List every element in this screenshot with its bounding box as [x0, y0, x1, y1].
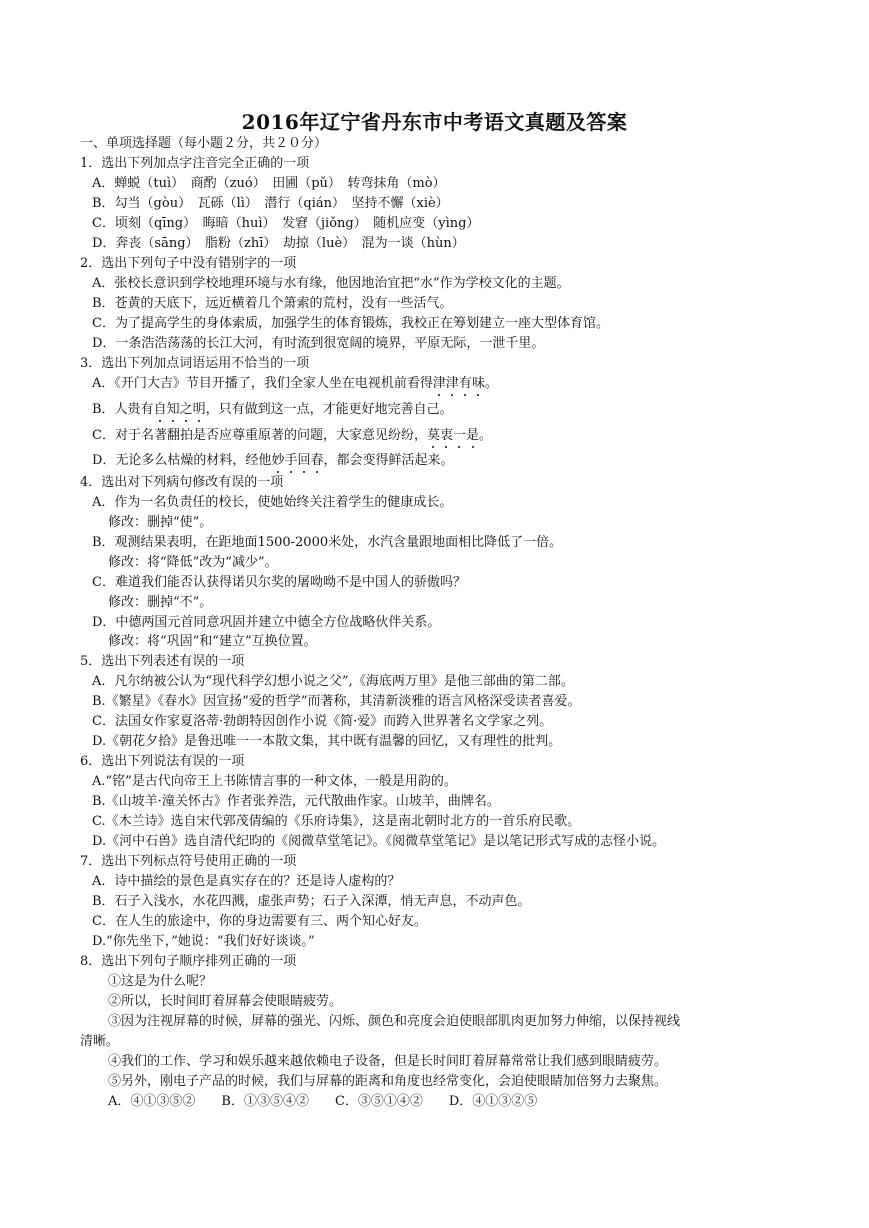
question-6-option-b: B.《山坡羊·潼关怀古》作者张养浩，元代散曲作家。山坡羊，曲牌名。	[92, 794, 500, 809]
option-text: D．无论多么枯燥的材料，经他	[92, 453, 272, 468]
question-7-option-b: B．石子入浅水，水花四溅，虚张声势；石子入深潭，悄无声息，不动声色。	[92, 894, 531, 909]
document-title: 2016年辽宁省丹东市中考语文真题及答案	[241, 110, 628, 134]
question-2-option-a: A．张校长意识到学校地理环境与水有缘，他因地治宜把“水”作为学校文化的主题。	[92, 276, 570, 291]
option-text: 。	[479, 428, 493, 443]
question-3-option-d	[92, 453, 454, 469]
question-8-options: A．④①③⑤② B．①③⑤④② C．③⑤①④② D．④①③②⑤	[108, 1094, 538, 1109]
dotted-phrase	[427, 428, 479, 443]
dotted-character: 味	[471, 376, 485, 391]
question-5-option-d: D.《朝花夕拾》是鲁迅唯一一本散文集，其中既有温馨的回忆，又有理性的批判。	[92, 734, 562, 749]
option-text: C．对于名著翻拍是否应尊重原著的问题，大家意见纷纷，	[92, 428, 427, 443]
dotted-character: 知	[166, 402, 180, 417]
question-7-option-a: A．诗中描绘的景色是真实存在的？还是诗人虚构的？	[92, 874, 401, 889]
dotted-character: 之	[179, 402, 193, 417]
dotted-character: 衷	[439, 428, 453, 443]
sentence-3-continued: 清晰。	[80, 1034, 120, 1049]
question-1-stem: 1．选出下列加点字注音完全正确的一项	[80, 156, 310, 171]
question-6-option-a: A.“铭”是古代向帝王上书陈情言事的一种文体，一般是用韵的。	[92, 774, 457, 789]
dotted-character: 津	[445, 376, 459, 391]
question-4-option-d: D．中德两国元首同意巩固并建立中德全方位战略伙伴关系。	[92, 615, 441, 630]
dotted-phrase	[154, 402, 206, 417]
option-text: ，都会变得鲜活起来。	[323, 453, 454, 468]
question-6-option-d: D.《河中石兽》选自清代纪昀的《阅微草堂笔记》。《阅微草堂笔记》是以笔记形式写成的志怪小说。	[92, 834, 666, 849]
question-4-fix-b: 修改：将“降低”改为“减少”。	[108, 555, 278, 570]
option-text: A．《开门大吉》节目开播了，我们全家人坐在电视机前看得	[92, 376, 433, 391]
sentence-5: ⑤另外，刚电子产品的时候，我们与屏幕的距离和角度也经常变化，会迫使眼睛加倍努力去聚焦。	[108, 1074, 668, 1089]
dotted-character: 是	[466, 428, 480, 443]
question-5-option-b: B.《繁星》《春水》因宣扬“爱的哲学”而著称，其清新淡雅的语言风格深受读者喜爱。	[92, 694, 581, 709]
dotted-character: 有	[458, 376, 472, 391]
question-5-stem: 5．选出下列表述有误的一项	[80, 654, 245, 669]
dotted-character: 回	[297, 453, 311, 468]
question-2-option-c: C．为了提高学生的身体索质，加强学生的体育锻炼，我校正在筹划建立一座大型体育馆。	[92, 316, 609, 331]
dotted-character: 手	[284, 453, 298, 468]
sentence-2: ②所以，长时间盯着屏幕会使眼睛疲劳。	[108, 994, 343, 1009]
question-4-option-a: A．作为一名负责任的校长，使她始终关注着学生的健康成长。	[92, 495, 453, 510]
question-4-fix-c: 修改：删掉“不”。	[108, 595, 213, 610]
option-text: 。	[484, 376, 498, 391]
question-4-stem: 4．选出对下列病句修改有误的一项	[80, 475, 284, 490]
option-text: ，只有做到这一点，才能更好地完善自己。	[205, 402, 453, 417]
question-6-stem: 6．选出下列说法有误的一项	[80, 754, 245, 769]
question-3-option-b	[92, 402, 453, 418]
question-4-option-b: B．观测结果表明，在距地面1500-2000米处，水汽含量跟地面相比降低了一倍。	[92, 535, 563, 550]
question-1-option-a: A．蝉蜕（tuì） 商酌（zuó） 田圃（pǔ） 转弯抹角（mò）	[92, 176, 446, 191]
dotted-character: 一	[452, 428, 466, 443]
dotted-character: 明	[192, 402, 206, 417]
sentence-4: ④我们的工作、学习和娱乐越来越依赖电子设备，但是长时间盯着屏幕常常让我们感到眼睛疲劳。	[108, 1054, 668, 1069]
question-7-option-d: D.“你先坐下，”她说：“我们好好谈谈。”	[92, 934, 315, 949]
question-7-option-c: C．在人生的旅途中，你的身边需要有三、两个知心好友。	[92, 914, 427, 929]
question-1-option-d: D．奔丧（sāng） 脂粉（zhī） 劫掠（luè） 混为一谈（hùn）	[92, 236, 465, 251]
question-2-option-b: B．苍黄的天底下，远近横着几个箫索的荒村，没有一些活气。	[92, 296, 453, 311]
question-5-option-a: A．凡尔纳被公认为“现代科学幻想小说之父”,《海底两万里》是他三部曲的第二部。	[92, 674, 574, 689]
dotted-character: 莫	[426, 428, 440, 443]
question-4-fix-a: 修改：删掉“使”。	[108, 515, 213, 530]
question-5-option-c: C．法国女作家夏洛蒂·勃朗特因创作小说《简·爱》而跨入世界著名文学家之列。	[92, 714, 553, 729]
question-7-stem: 7．选出下列标点符号使用正确的一项	[80, 854, 297, 869]
question-8-stem: 8．选出下列句子顺序排列正确的一项	[80, 954, 297, 969]
question-1-option-c: C．顷刻（qīng） 晦暗（huì） 发窘（jiǒng） 随机应变（yìng）	[92, 216, 480, 231]
section-heading: 一、单项选择题（每小题２分，共２０分）	[80, 136, 328, 151]
dotted-phrase	[271, 453, 323, 468]
question-4-fix-d: 修改：将“巩固”和“建立”互换位置。	[108, 634, 317, 649]
option-text: B．人贵有	[92, 402, 154, 417]
dotted-character: 妙	[271, 453, 285, 468]
dotted-character: 自	[153, 402, 167, 417]
question-2-option-d: D．一条浩浩荡荡的长江大河，有时流到很宽阔的境界，平原无际，一泄千里。	[92, 336, 545, 351]
question-4-option-c: C．难道我们能否认获得诺贝尔奖的屠呦呦不是中国人的骄傲吗？	[92, 575, 466, 590]
question-6-option-c: C.《木兰诗》选自宋代郭茂倩编的《乐府诗集》，这是南北朝时北方的一首乐府民歌。	[92, 814, 581, 829]
dotted-character: 春	[310, 453, 324, 468]
dotted-character: 津	[432, 376, 446, 391]
question-3-stem: 3．选出下列加点词语运用不恰当的一项	[80, 356, 310, 371]
dotted-phrase	[433, 376, 485, 391]
sentence-3: ③因为注视屏幕的时候，屏幕的强光、闪烁、颜色和亮度会迫使眼部肌肉更加努力伸缩，以保持视线	[108, 1014, 681, 1029]
sentence-1: ①这是为什么呢？	[108, 974, 213, 989]
question-2-stem: 2．选出下列句子中没有错别字的一项	[80, 256, 297, 271]
question-3-option-c	[92, 428, 492, 444]
question-1-option-b: B．勾当（gòu） 瓦砾（lì） 潜行（qián） 坚持不懈（xiè）	[92, 196, 449, 211]
question-3-option-a	[92, 376, 498, 392]
